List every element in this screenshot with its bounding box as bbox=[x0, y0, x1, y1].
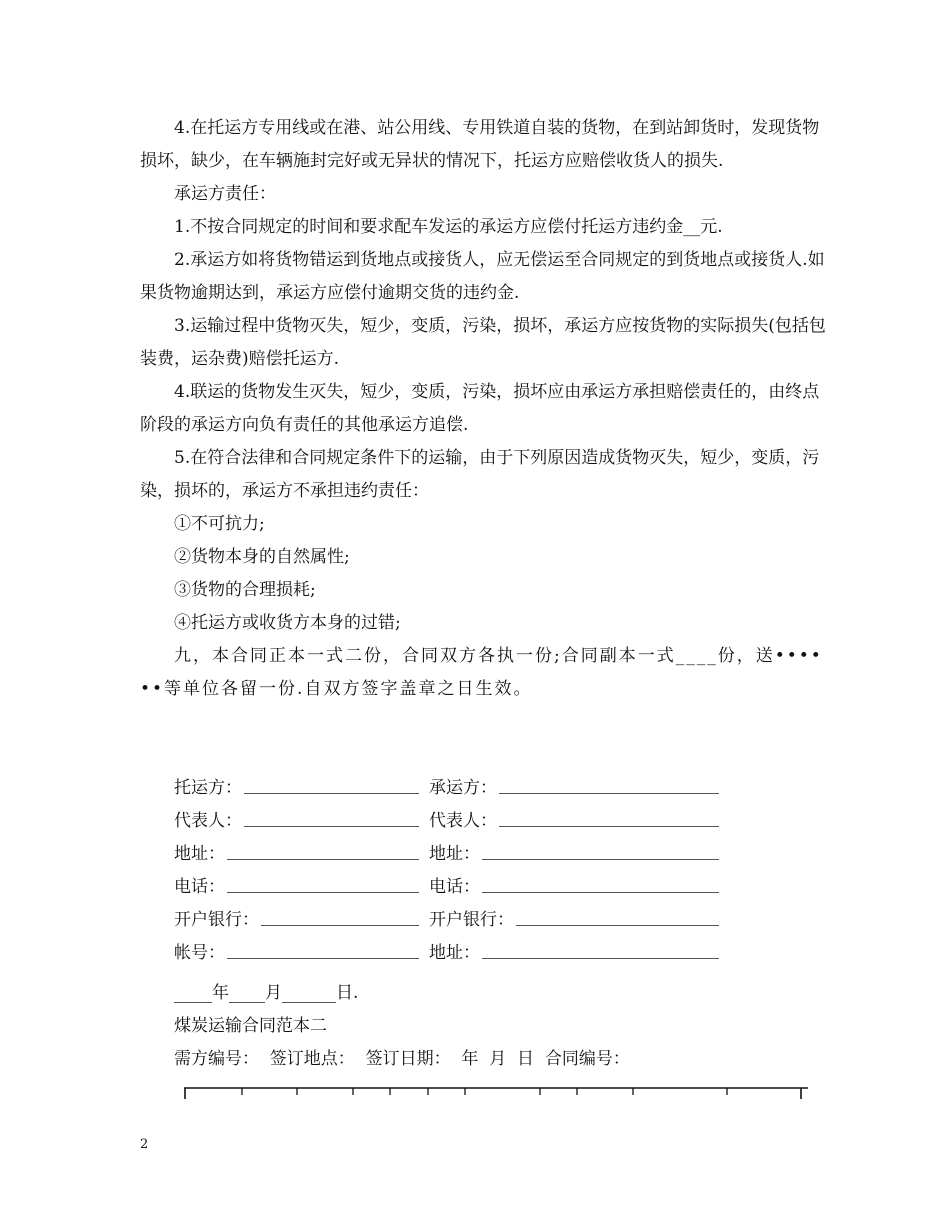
paragraph-carrier-2: 2.承运方如将货物错运到货地点或接货人，应无偿运至合同规定的到货地点或接货人.如果货物逾期达到，承运方应偿付逾期交货的违约金. bbox=[140, 250, 825, 303]
signature-line bbox=[244, 826, 419, 827]
signature-label: 托运方： bbox=[174, 778, 242, 798]
signature-field bbox=[429, 871, 719, 897]
day-blank bbox=[282, 984, 336, 1003]
signature-line bbox=[482, 958, 719, 959]
page-number: 2 bbox=[140, 1137, 149, 1152]
signature-row bbox=[174, 772, 774, 805]
signature-label: 开户银行： bbox=[429, 910, 514, 930]
signature-label: 开户银行： bbox=[174, 910, 259, 930]
signature-label: 地址： bbox=[174, 844, 225, 864]
signature-line bbox=[516, 925, 719, 926]
exemption-item-1: ①不可抗力; bbox=[174, 514, 265, 534]
signature-line bbox=[261, 925, 419, 926]
sample-two-title: 煤炭运输合同范本二 bbox=[174, 1016, 327, 1036]
sample-two-header: 需方编号： 签订地点： 签订日期： 年 月 日 合同编号： bbox=[174, 1049, 630, 1069]
signature-field bbox=[429, 937, 719, 963]
date-line bbox=[174, 978, 358, 1003]
signature-label: 帐号： bbox=[174, 943, 225, 963]
signature-field bbox=[174, 838, 419, 864]
signature-block bbox=[174, 772, 774, 970]
signature-label: 代表人： bbox=[429, 811, 497, 831]
signature-line bbox=[499, 826, 719, 827]
paragraph-carrier-3: 3.运输过程中货物灭失，短少，变质，污染，损坏，承运方应按货物的实际损失(包括包装费，运杂费)赔偿托运方. bbox=[140, 316, 826, 369]
signature-field bbox=[174, 937, 419, 963]
signature-row bbox=[174, 838, 774, 871]
signature-label: 代表人： bbox=[174, 811, 242, 831]
contract-body bbox=[140, 112, 830, 706]
paragraph-carrier-5: 5.在符合法律和合同规定条件下的运输，由于下列原因造成货物灭失，短少，变质，污染，损坏的，承运方不承担违约责任： bbox=[140, 448, 820, 501]
month-blank bbox=[229, 984, 265, 1003]
month-label: 月 bbox=[265, 983, 282, 1003]
signature-line bbox=[244, 793, 419, 794]
signature-row bbox=[174, 904, 774, 937]
signature-row bbox=[174, 871, 774, 904]
exemption-item-3: ③货物的合理损耗; bbox=[174, 580, 316, 600]
paragraph-carrier-4: 4.联运的货物发生灭失，短少，变质，污染，损坏应由承运方承担赔偿责任的，由终点阶段的承运方向负有责任的其他承运方追偿. bbox=[140, 382, 820, 435]
signature-line bbox=[499, 793, 719, 794]
signature-label: 电话： bbox=[429, 877, 480, 897]
signature-row bbox=[174, 937, 774, 970]
paragraph-clause-nine: 九，本合同正本一式二份，合同双方各执一份;合同副本一式____份，送••••••等单位各留一份.自双方签字盖章之日生效。 bbox=[140, 646, 823, 699]
signature-label: 地址： bbox=[429, 844, 480, 864]
signature-field bbox=[174, 772, 419, 798]
year-blank bbox=[174, 984, 212, 1003]
signature-field bbox=[429, 805, 719, 831]
day-label: 日. bbox=[336, 983, 359, 1003]
signature-field bbox=[174, 904, 419, 930]
signature-label: 地址： bbox=[429, 943, 480, 963]
signature-line bbox=[227, 859, 419, 860]
table-top-border bbox=[184, 1085, 814, 1101]
paragraph-clause-4-shipper: 4.在托运方专用线或在港、站公用线、专用铁道自装的货物，在到站卸货时，发现货物损坏，缺少，在车辆施封完好或无异状的情况下，托运方应赔偿收货人的损失. bbox=[140, 118, 820, 171]
signature-label: 电话： bbox=[174, 877, 225, 897]
signature-row bbox=[174, 805, 774, 838]
paragraph-carrier-heading: 承运方责任： bbox=[174, 184, 276, 204]
signature-line bbox=[227, 958, 419, 959]
signature-field bbox=[429, 904, 719, 930]
signature-field bbox=[174, 871, 419, 897]
signature-field bbox=[174, 805, 419, 831]
signature-field bbox=[429, 772, 719, 798]
signature-line bbox=[227, 892, 419, 893]
exemption-item-2: ②货物本身的自然属性; bbox=[174, 547, 350, 567]
signature-line bbox=[482, 892, 719, 893]
signature-field bbox=[429, 838, 719, 864]
signature-line bbox=[482, 859, 719, 860]
signature-label: 承运方： bbox=[429, 778, 497, 798]
paragraph-carrier-1: 1.不按合同规定的时间和要求配车发运的承运方应偿付托运方违约金__元. bbox=[174, 217, 723, 237]
year-label: 年 bbox=[212, 983, 229, 1003]
exemption-item-4: ④托运方或收货方本身的过错; bbox=[174, 613, 401, 633]
